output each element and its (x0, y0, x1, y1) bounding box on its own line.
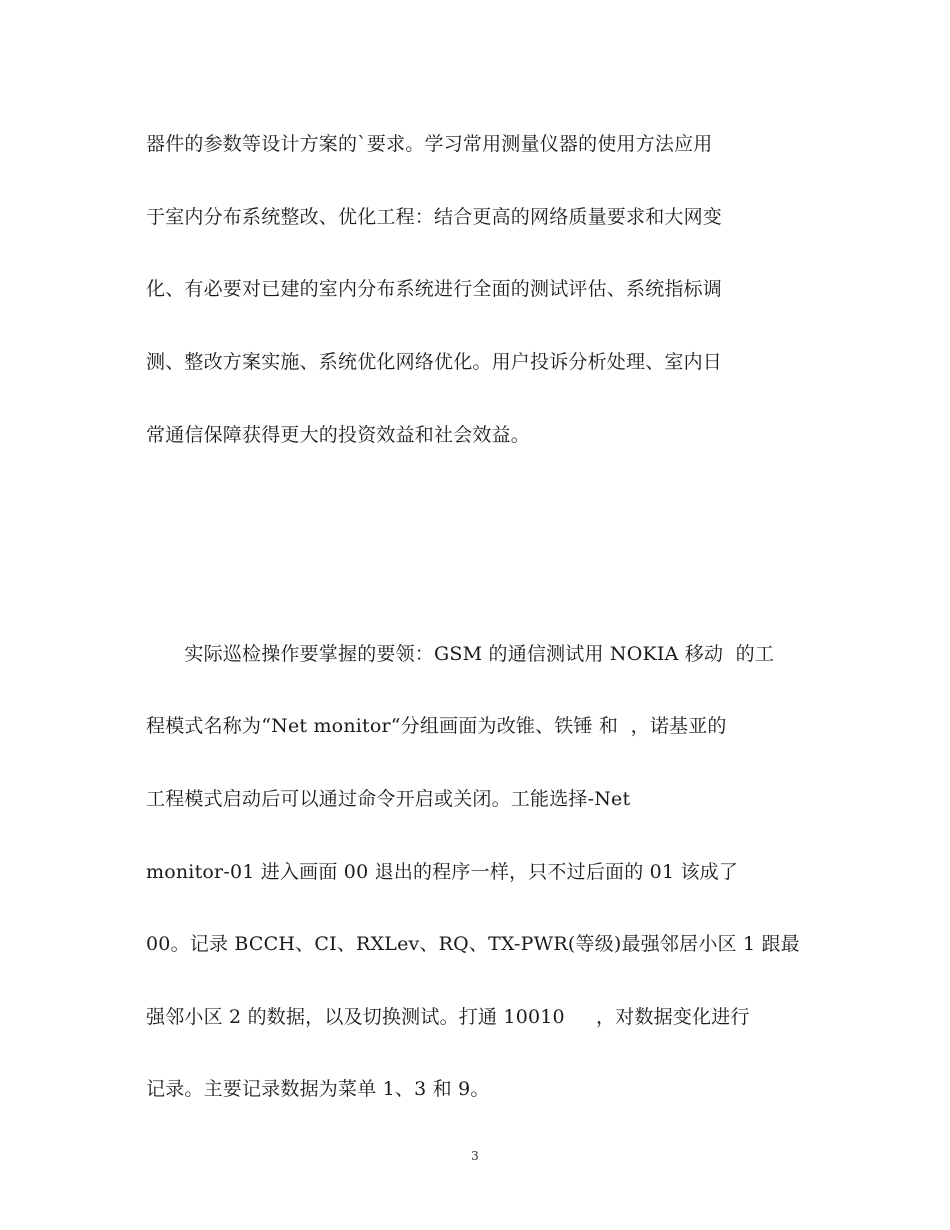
paragraph-line: 程模式名称为“Net monitor“分组画面为改锥、铁锤 和 ，诺基亚的 (146, 715, 727, 737)
paragraph-line: 化、有必要对已建的室内分布系统进行全面的测试评估、系统指标调 (146, 278, 723, 300)
paragraph-line: 测、整改方案实施、系统优化网络优化。用户投诉分析处理、室内日 (146, 351, 723, 373)
paragraph-line: 00。记录 BCCH、CI、RXLev、RQ、TX-PWR(等级)最强邻居小区 1 跟最 (146, 933, 800, 955)
paragraph-line: 强邻小区 2 的数据，以及切换测试。打通 10010 ，对数据变化进行 (146, 1006, 750, 1028)
paragraph-line: 实际巡检操作要掌握的要领：GSM 的通信测试用 NOKIA 移动 的工 (146, 643, 775, 665)
paragraph-line: 于室内分布系统整改、优化工程：结合更高的网络质量要求和大网变 (146, 206, 723, 228)
paragraph-line: 器件的参数等设计方案的`要求。学习常用测量仪器的使用方法应用 (146, 133, 713, 155)
paragraph-line: 记录。主要记录数据为菜单 1、3 和 9。 (146, 1078, 490, 1100)
paragraph-line: 常通信保障获得更大的投资效益和社会效益。 (146, 424, 531, 446)
paragraph-line: 工程模式启动后可以通过命令开启或关闭。工能选择-Net (146, 788, 631, 810)
page-number: 3 (471, 1149, 479, 1163)
paragraph-line: monitor-01 进入画面 00 退出的程序一样，只不过后面的 01 该成了 (146, 861, 739, 883)
